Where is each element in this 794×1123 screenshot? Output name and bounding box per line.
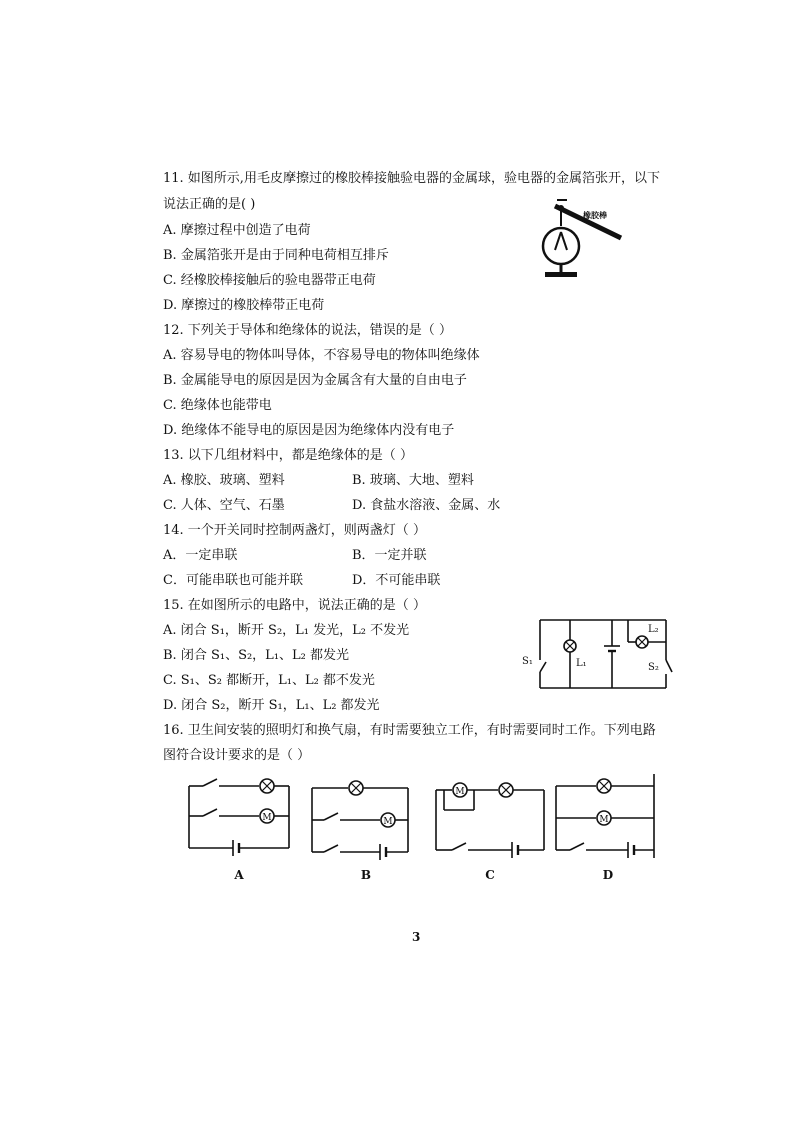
caption-d: D [602,868,614,882]
label-s1: S₁ [522,656,533,667]
page-number: 3 [412,930,421,944]
q13-option-d: D. 食盐水溶液、金属、水 [352,498,501,513]
motor-symbol: M [599,815,609,825]
q11-stem-line1: 11. 如图所示,用毛皮摩擦过的橡胶棒接触验电器的金属球，验电器的金属箔张开，以下 [163,171,660,186]
switch-s2 [666,660,672,672]
electroscope-figure [535,192,625,284]
motor-symbol: M [262,813,272,823]
q16-stem-line1: 16. 卫生间安装的照明灯和换气扇，有时需要独立工作，有时需要同时工作。下列电路 [163,723,656,738]
circuit-d-diagram [552,772,660,860]
q11-option-a: A. 摩擦过程中创造了电荷 [163,223,311,238]
caption-c: C [485,868,495,882]
circuit-a-diagram [185,776,295,860]
label-l2: L₂ [648,624,659,635]
q11-stem-line2: 说法正确的是( ) [163,197,256,212]
motor-symbol: M [455,787,465,797]
q14-stem: 14. 一个开关同时控制两盏灯，则两盏灯（ ） [163,523,426,538]
q12-option-b: B. 金属能导电的原因是因为金属含有大量的自由电子 [163,373,467,388]
q14-option-a: A．一定串联 [163,548,238,563]
circuit-b-diagram [308,776,416,860]
q14-option-d: D．不可能串联 [352,573,441,588]
q14-option-b: B．一定并联 [352,548,427,563]
q13-stem: 13. 以下几组材料中，都是绝缘体的是（ ） [163,448,413,463]
circuit-c-diagram [432,776,548,860]
q12-option-d: D. 绝缘体不能导电的原因是因为绝缘体内没有电子 [163,423,455,438]
q15-option-d: D. 闭合 S₂，断开 S₁，L₁、L₂ 都发光 [163,698,380,713]
q12-option-a: A. 容易导电的物体叫导体，不容易导电的物体叫绝缘体 [163,348,480,363]
q12-stem: 12. 下列关于导体和绝缘体的说法，错误的是（ ） [163,323,452,338]
q15-stem: 15. 在如图所示的电路中，说法正确的是（ ） [163,598,426,613]
q15-circuit-diagram [518,612,678,696]
q15-option-b: B. 闭合 S₁、S₂，L₁、L₂ 都发光 [163,648,350,663]
q15-option-a: A. 闭合 S₁，断开 S₂，L₁ 发光，L₂ 不发光 [163,623,410,638]
label-l1: L₁ [576,658,587,669]
q13-option-c: C. 人体、空气、石墨 [163,498,285,513]
q11-option-c: C. 经橡胶棒接触后的验电器带正电荷 [163,273,376,288]
motor-symbol: M [383,817,393,827]
caption-b: B [360,868,372,882]
q13-option-b: B. 玻璃、大地、塑料 [352,473,474,488]
caption-a: A [234,868,244,882]
q14-option-c: C．可能串联也可能并联 [163,573,303,588]
q13-option-a: A. 橡胶、玻璃、塑料 [163,473,285,488]
q11-option-b: B. 金属箔张开是由于同种电荷相互排斥 [163,248,389,263]
label-s2: S₂ [648,662,659,673]
q15-option-c: C. S₁、S₂ 都断开，L₁、L₂ 都不发光 [163,673,375,688]
q12-option-c: C. 绝缘体也能带电 [163,398,272,413]
q16-stem-line2: 图符合设计要求的是（ ） [163,748,311,763]
q11-option-d: D. 摩擦过的橡胶棒带正电荷 [163,298,325,313]
rubber-rod-label: 橡胶棒 [583,210,607,220]
switch-s1 [540,662,546,672]
